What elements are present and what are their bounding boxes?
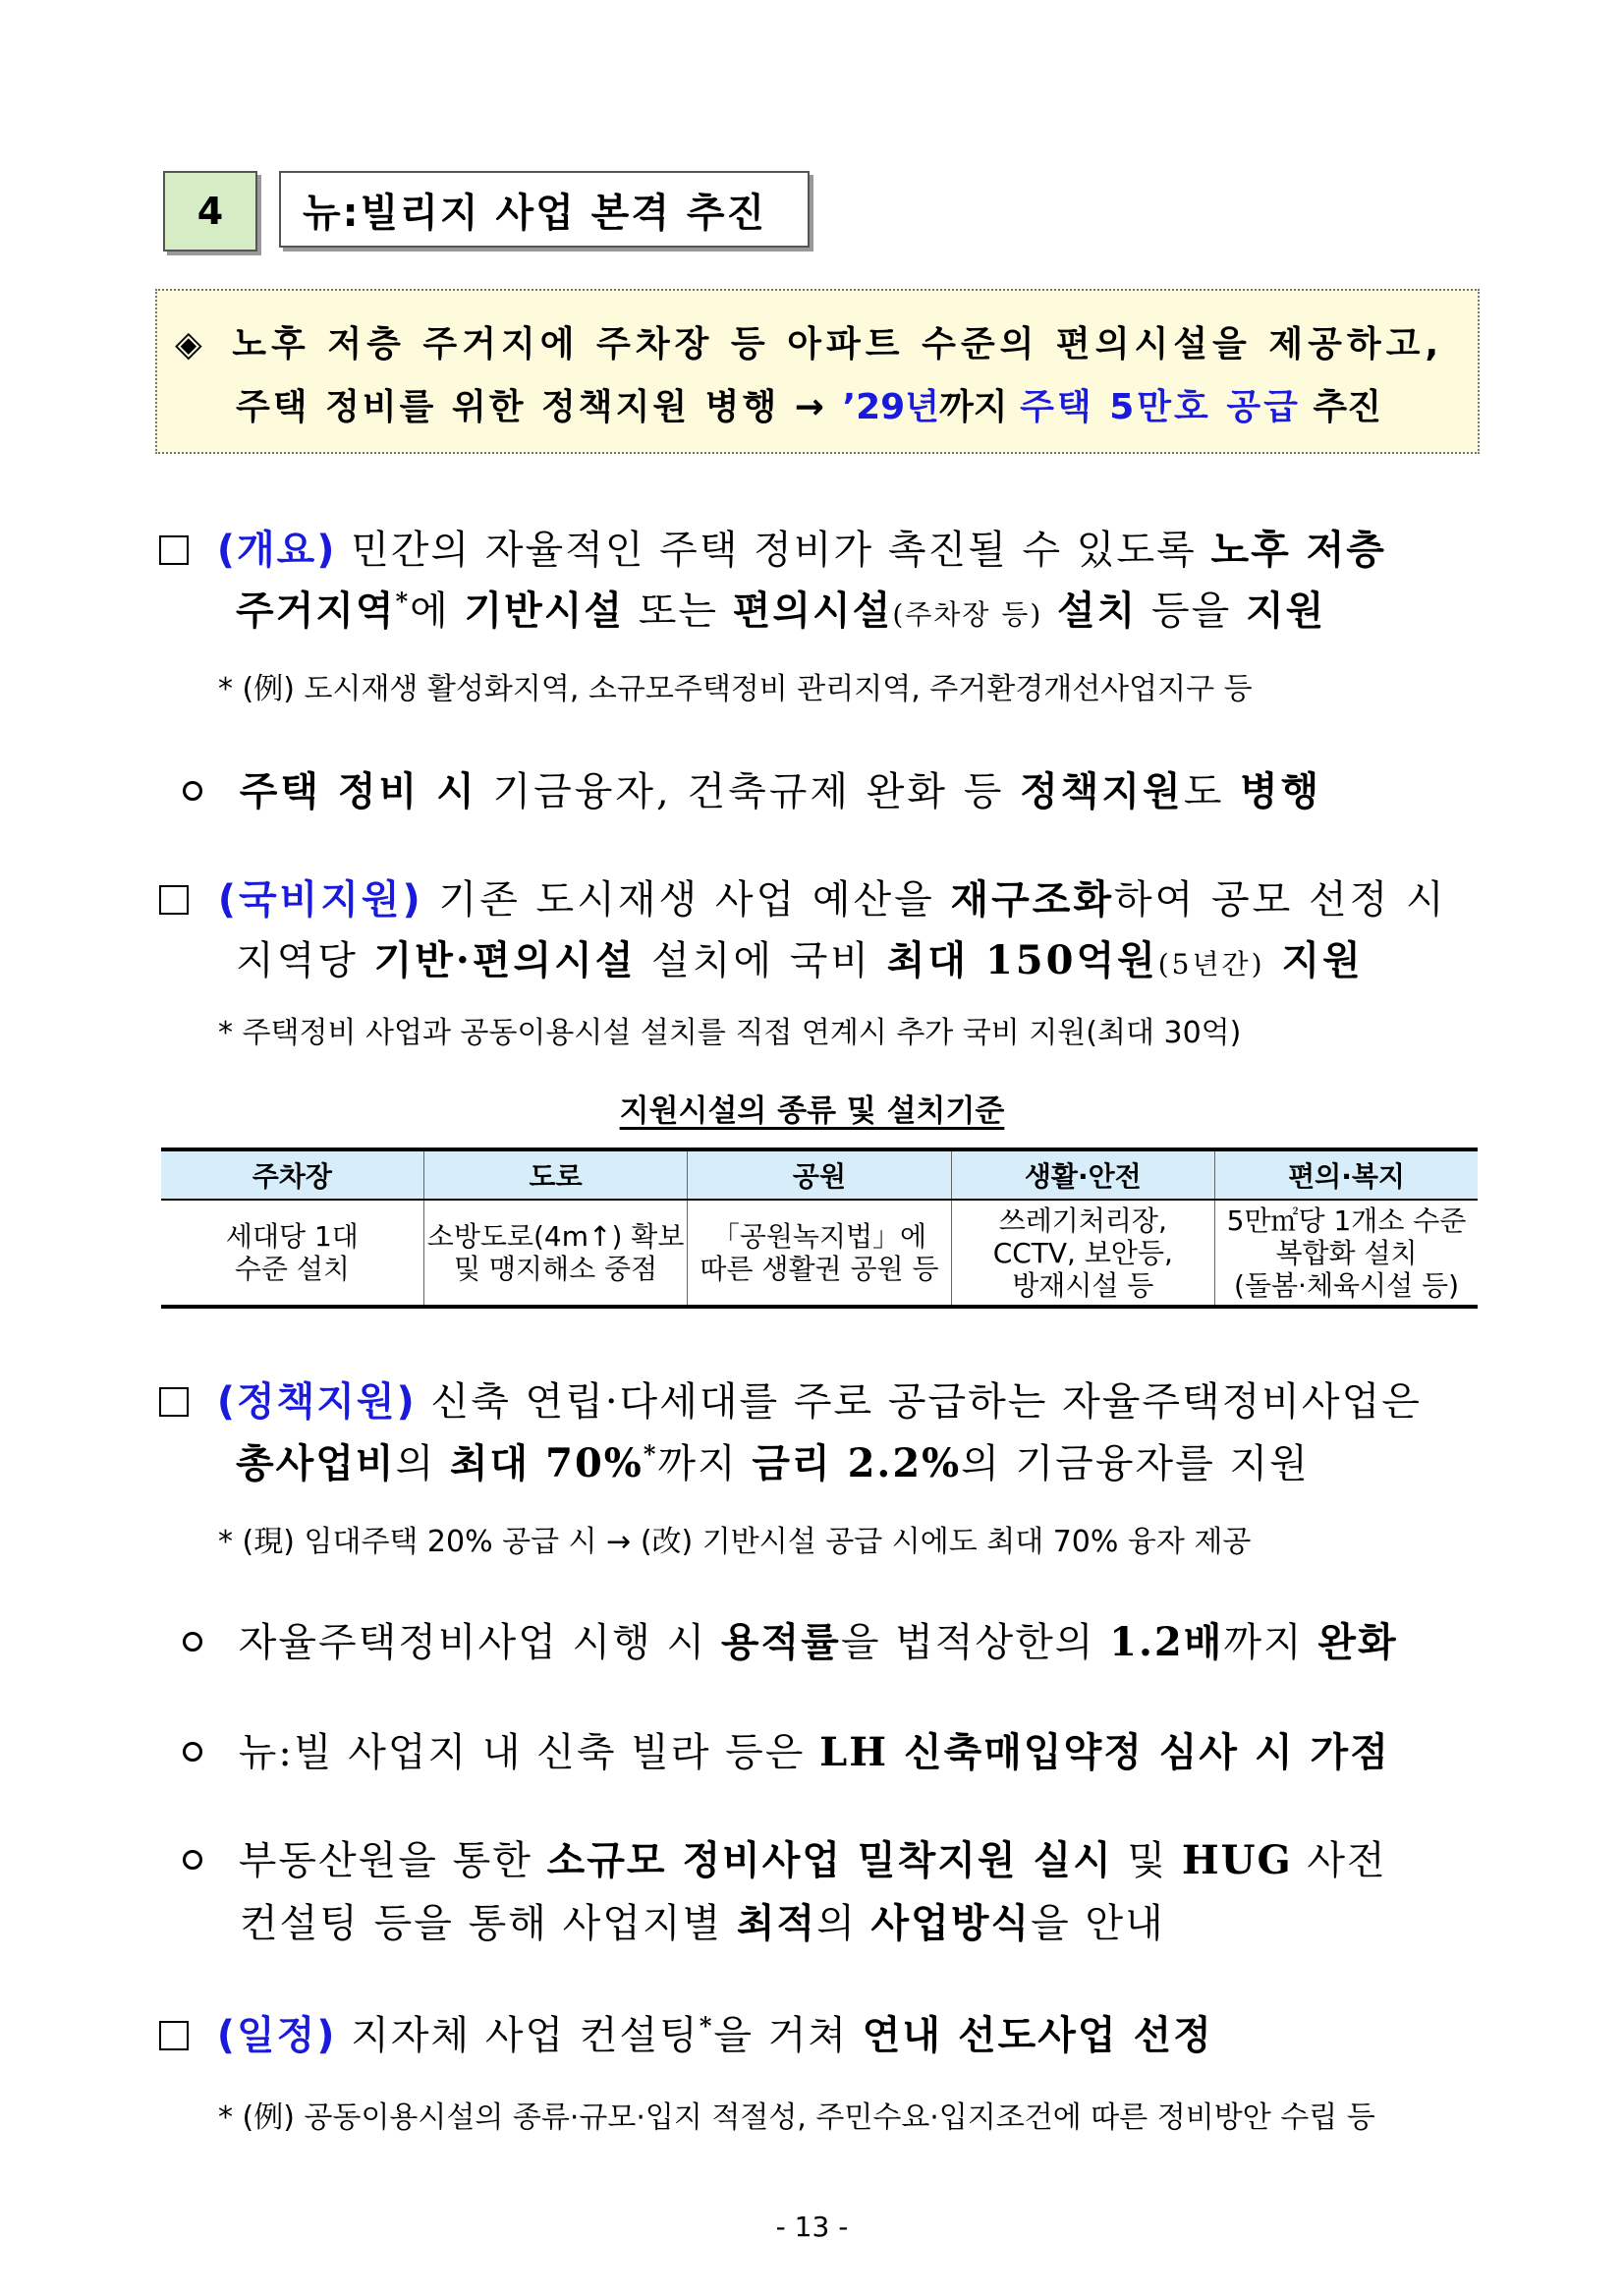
section-title-box (279, 171, 810, 248)
table-cell-safety: 쓰레기처리장, CCTV, 보안등, 방재시설 등 (951, 1200, 1215, 1307)
table-cell-parking: 세대당 1대 수준 설치 (161, 1200, 423, 1307)
policy-sub-3-cont: 컨설팅 등을 통해 사업지별 최적의 사업방식을 안내 (240, 1900, 1165, 1946)
overview-note: * (例) 도시재생 활성화지역, 소규모주택정비 관리지역, 주거환경개선사업지구 등 (218, 672, 1253, 706)
overview-line-2: 주거지역*에 기반시설 또는 편의시설(주차장 등) 설치 등을 지원 (236, 587, 1326, 634)
national-tag: (국비지원) (217, 877, 423, 923)
policy-line-2: 총사업비의 최대 70%*까지 금리 2.2%의 기금융자를 지원 (236, 1439, 1310, 1486)
circle-bullet-icon (183, 1632, 202, 1652)
circle-bullet-icon (183, 781, 202, 801)
schedule-line-1: (일정) 지자체 사업 컨설팅*을 거쳐 연내 선도사업 선정 (159, 2004, 1213, 2060)
table-header: 도로 (423, 1149, 688, 1200)
summary-line-2: 주택 정비를 위한 정책지원 병행 → ’29년까지 주택 5만호 공급 추진 (236, 387, 1381, 427)
national-note: * 주택정비 사업과 공동이용시설 설치를 직접 연계시 추가 국비 지원(최대 30억) (218, 1016, 1242, 1050)
overview-tag: (개요) (216, 528, 337, 573)
policy-line-1: (정책지원) 신축 연립·다세대를 주로 공급하는 자율주택정비사업은 (159, 1371, 1422, 1427)
table-header-row (161, 1149, 1478, 1200)
policy-sub-2: 뉴:빌 사업지 내 신축 빌라 등은 LH 신축매입약정 심사 시 가점 (183, 1721, 1390, 1777)
policy-tag: (정책지원) (216, 1379, 417, 1425)
circle-bullet-icon (183, 1850, 202, 1870)
table-cell-road: 소방도로(4m↑) 확보 및 맹지해소 중점 (423, 1200, 688, 1307)
national-line-1: (국비지원) 기존 도시재생 사업 예산을 재구조화하여 공모 선정 시 (159, 868, 1447, 924)
policy-sub-1: 자율주택정비사업 시행 시 용적률을 법적상한의 1.2배까지 완화 (183, 1611, 1398, 1667)
table-header: 편의·복지 (1215, 1149, 1478, 1200)
table-title: 지원시설의 종류 및 설치기준 (619, 1093, 1005, 1129)
page-number: - 13 - (775, 2211, 849, 2243)
square-bullet-icon (159, 2021, 189, 2050)
table-header: 생활·안전 (951, 1149, 1215, 1200)
section-title: 뉴:빌리지 사업 본격 추진 (303, 190, 767, 236)
policy-note: * (現) 임대주택 20% 공급 시 → (改) 기반시설 공급 시에도 최대 70% 융자 제공 (218, 1525, 1252, 1559)
table-row (161, 1200, 1478, 1307)
square-bullet-icon (159, 1387, 189, 1417)
national-line-2: 지역당 기반·편의시설 설치에 국비 최대 150억원(5년간) 지원 (236, 937, 1364, 983)
section-number: 4 (196, 190, 224, 233)
square-bullet-icon (159, 885, 189, 915)
schedule-tag: (일정) (216, 2013, 337, 2058)
table-cell-welfare: 5만㎡당 1개소 수준 복합화 설치 (돌봄·체육시설 등) (1215, 1200, 1478, 1307)
facility-table (161, 1148, 1478, 1309)
section-number-box (163, 171, 257, 252)
summary-line-1: ◈ 노후 저층 주거지에 주차장 등 아파트 수준의 편의시설을 제공하고, (175, 324, 1444, 364)
diamond-bullet-icon: ◈ (175, 324, 202, 364)
summary-box (155, 289, 1480, 454)
policy-sub-3: 부동산원을 통한 소규모 정비사업 밀착지원 실시 및 HUG 사전 (183, 1829, 1387, 1885)
table-header: 공원 (688, 1149, 951, 1200)
square-bullet-icon (159, 535, 189, 565)
circle-bullet-icon (183, 1742, 202, 1762)
table-cell-park: 「공원녹지법」에 따른 생활권 공원 등 (688, 1200, 951, 1307)
overview-sub-bullet: 주택 정비 시 기금융자, 건축규제 완화 등 정책지원도 병행 (183, 760, 1321, 816)
table-header: 주차장 (161, 1149, 423, 1200)
schedule-note: * (例) 공동이용시설의 종류·규모·입지 적절성, 주민수요·입지조건에 따른 정비방안 수립 등 (218, 2100, 1375, 2135)
overview-line-1: (개요) 민간의 자율적인 주택 정비가 촉진될 수 있도록 노후 저층 (159, 519, 1386, 575)
